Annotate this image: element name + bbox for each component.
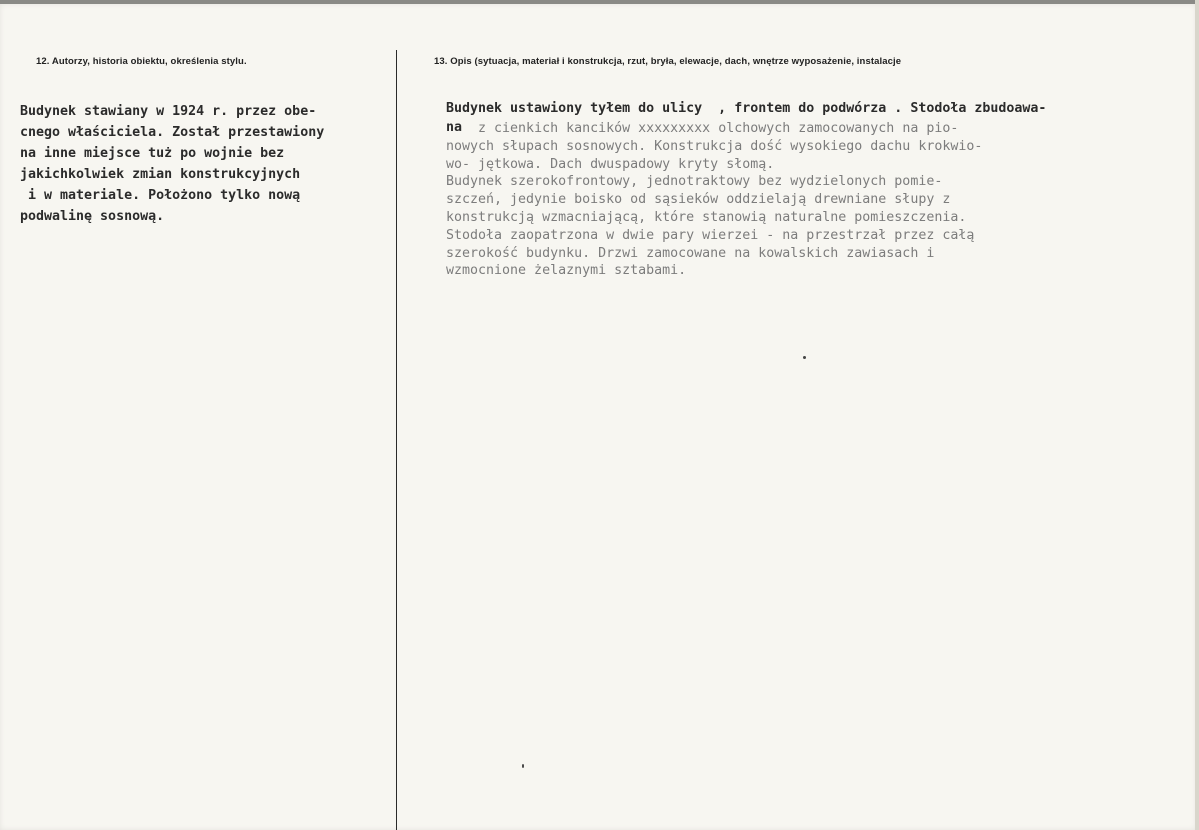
description-continuation: nowych słupach sosnowych. Konstrukcja dość wysokiego dachu krokwio- wo- jętkowa. Dach dwuspadowy kryty słomą. Budynek szerokofrontowy, jednotraktowy bez wydzielonych pomie- szczeń, jedynie boisko od sąsieków oddzielają drewniane słupy z konstrukcją wzmacniającą, które stanowią naturalne pomieszczenia. Stodoła zaopatrzona w dwie pary wierzei - na przestrzał przez całą szerokość budynku. Drzwi zamocowane na kowalskich zawiasach i wzmocnione żelaznymi sztabami. [446, 138, 983, 279]
description-line-1: Budynek ustawiony tyłem do ulicy , frontem do podwórza . Stodoła zbudoawa- [446, 101, 1047, 116]
section-12-heading: 12. Autorzy, historia obiektu, określenia stylu. [36, 56, 247, 67]
paper-speck [803, 356, 806, 359]
description-line-2-start: na [446, 120, 463, 135]
history-text: Budynek stawiany w 1924 r. przez obe- cnego właściciela. Został przestawiony na inne miejsce tuż po wojnie bez jakichkolwiek zmian konstrukcyjnych i w materiale. Położono tylko nową podwalinę sosnową. [20, 104, 325, 224]
page-edge [1195, 0, 1199, 830]
paper-speck [522, 764, 524, 768]
section-13-heading: 13. Opis (sytuacja, materiał i konstrukcja, rzut, bryła, elewacje, dach, wnętrze wyposażenie, instalacje [434, 56, 902, 67]
document-page [0, 4, 1196, 830]
column-divider [396, 50, 397, 830]
description-line-2-rest: z cienkich kancików xxxxxxxxx olchowych zamocowanych na pio- [462, 121, 959, 136]
description-faint-text [446, 120, 982, 280]
